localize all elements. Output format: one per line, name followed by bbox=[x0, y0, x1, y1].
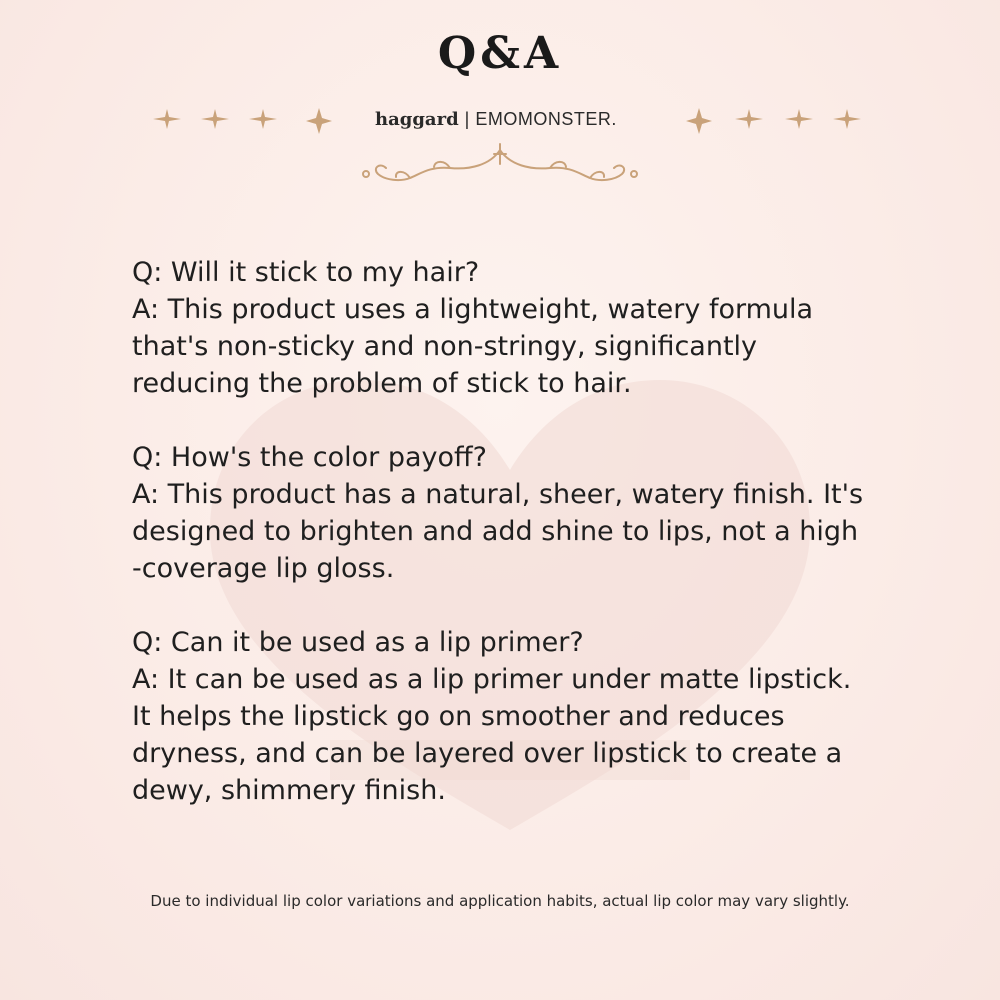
sparkle-icon bbox=[150, 106, 184, 132]
qa-item bbox=[132, 439, 892, 587]
sparkle-icon bbox=[732, 106, 766, 132]
answer-text: dewy, shimmery finish. bbox=[132, 775, 446, 806]
brand-separator: | bbox=[464, 108, 470, 129]
answer-text: dryness, and can be layered over lipstick to create a bbox=[132, 738, 843, 769]
ornamental-flourish-icon bbox=[350, 140, 650, 190]
sparkle-icon bbox=[684, 106, 714, 136]
question-text: Q: Will it stick to my hair? bbox=[132, 257, 480, 288]
brand-row bbox=[0, 100, 1000, 140]
answer-text: A: This product uses a lightweight, watery formula bbox=[132, 294, 814, 325]
sparkle-icon bbox=[246, 106, 280, 132]
sparkle-icon bbox=[830, 106, 864, 132]
sparkle-icon bbox=[304, 106, 334, 136]
answer-text: reducing the problem of stick to hair. bbox=[132, 368, 632, 399]
qa-item bbox=[132, 624, 892, 809]
brand-logo bbox=[375, 104, 645, 134]
disclaimer-footnote: Due to individual lip color variations and application habits, actual lip color may vary slightly. bbox=[150, 892, 850, 910]
page-title: Q&A bbox=[437, 28, 563, 79]
answer-text: A: This product has a natural, sheer, watery finish. It's bbox=[132, 479, 864, 510]
answer-text: that's non-sticky and non-stringy, significantly bbox=[132, 331, 758, 362]
answer-text: designed to brighten and add shine to lips, not a high bbox=[132, 516, 859, 547]
answer-text: It helps the lipstick go on smoother and reduces bbox=[132, 701, 785, 732]
qa-item bbox=[132, 254, 892, 402]
answer-text: A: It can be used as a lip primer under matte lipstick. bbox=[132, 664, 852, 695]
question-text: Q: How's the color payoff? bbox=[132, 442, 487, 473]
brand-emomonster: EMOMONSTER. bbox=[475, 108, 617, 129]
answer-text: -coverage lip gloss. bbox=[132, 553, 395, 584]
qa-section bbox=[132, 254, 892, 846]
sparkle-icon bbox=[782, 106, 816, 132]
brand-haggard: haggard bbox=[375, 108, 459, 130]
question-text: Q: Can it be used as a lip primer? bbox=[132, 627, 584, 658]
sparkle-icon bbox=[198, 106, 232, 132]
